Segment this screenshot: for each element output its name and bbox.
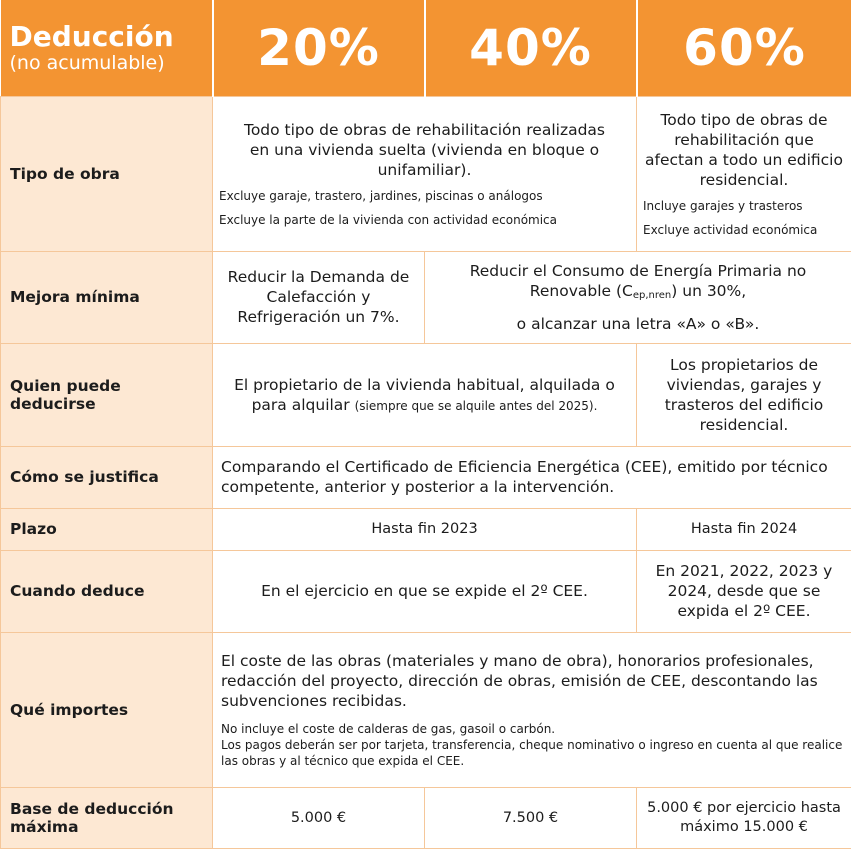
label-plazo: Plazo bbox=[1, 508, 213, 550]
row-plazo bbox=[1, 508, 851, 550]
row-como-se-justifica bbox=[1, 446, 851, 508]
importes-text: El coste de las obras (materiales y mano de obra), honorarios profesionales, redacción del proyecto, dirección de obras, emisión de CEE, descontando las subvenciones recibidas. bbox=[221, 651, 818, 710]
cuando-60-text: En 2021, 2022, 2023 y 2024, desde que se expida el 2º CEE. bbox=[637, 550, 851, 632]
tipo-20-40-text: Todo tipo de obras de rehabilitación realizadas en una vivienda suelta (vivienda en bloque o unifamiliar). bbox=[243, 120, 605, 179]
importes-note-1: No incluye el coste de calderas de gas, gasoil o carbón. bbox=[221, 721, 556, 736]
tipo-60-text: Todo tipo de obras de rehabilitación que afectan a todo un edificio residencial. bbox=[645, 110, 843, 189]
plazo-60-text: Hasta fin 2024 bbox=[637, 508, 851, 550]
tipo-20-40-note-2: Excluye la parte de la vivienda con actividad económica bbox=[219, 212, 558, 227]
mejora-40-60-text-b: ) un 30%, bbox=[671, 281, 747, 300]
quien-60-text: Los propietarios de viviendas, garajes y trasteros del edificio residencial. bbox=[637, 343, 851, 446]
header-60-percent: 60% bbox=[637, 0, 851, 96]
label-como-se-justifica: Cómo se justifica bbox=[1, 446, 213, 508]
base-60-text: 5.000 € por ejercicio hasta máximo 15.000 € bbox=[637, 787, 851, 848]
row-cuando-deduce bbox=[1, 550, 851, 632]
header-20-percent: 20% bbox=[213, 0, 425, 96]
header-40-percent: 40% bbox=[425, 0, 637, 96]
tipo-20-40-cell bbox=[213, 96, 637, 251]
importes-cell bbox=[213, 632, 851, 787]
quien-20-40-text: El propietario de la vivienda habitual, alquilada o para alquilar bbox=[234, 375, 615, 414]
importes-note-2: Los pagos deberán ser por tarjeta, transferencia, cheque nominativo o ingreso en cuenta al que realice las obras y al técnico que expida el CEE. bbox=[221, 737, 843, 768]
label-base-de-deduccion: Base de deducción máxima bbox=[1, 787, 213, 848]
row-tipo-de-obra bbox=[1, 96, 851, 251]
header-row bbox=[1, 0, 851, 96]
label-que-importes: Qué importes bbox=[1, 632, 213, 787]
row-base-de-deduccion bbox=[1, 787, 851, 848]
row-mejora-minima bbox=[1, 251, 851, 343]
mejora-20-text: Reducir la Demanda de Calefacción y Refrigeración un 7%. bbox=[213, 251, 425, 343]
tipo-60-note-2: Excluye actividad económica bbox=[643, 222, 818, 237]
header-subtitle: (no acumulable) bbox=[9, 51, 165, 74]
mejora-40-60-cell bbox=[425, 251, 851, 343]
tipo-60-note-1: Incluye garajes y trasteros bbox=[643, 198, 803, 213]
cuando-20-40-text: En el ejercicio en que se expide el 2º CEE. bbox=[213, 550, 637, 632]
label-mejora-minima: Mejora mínima bbox=[1, 251, 213, 343]
base-20-text: 5.000 € bbox=[213, 787, 425, 848]
label-cuando-deduce: Cuando deduce bbox=[1, 550, 213, 632]
base-40-text: 7.500 € bbox=[425, 787, 637, 848]
row-quien-puede-deducirse bbox=[1, 343, 851, 446]
tipo-20-40-note-1: Excluye garaje, trastero, jardines, piscinas o análogos bbox=[219, 188, 543, 203]
label-quien-puede-deducirse: Quien puede deducirse bbox=[1, 343, 213, 446]
tipo-60-cell bbox=[637, 96, 851, 251]
mejora-40-60-text-c: o alcanzar una letra «A» o «B». bbox=[516, 314, 760, 333]
mejora-40-60-subscript: ep,nren bbox=[632, 289, 672, 301]
header-title: Deducción bbox=[9, 19, 174, 53]
header-lead-cell bbox=[1, 0, 213, 96]
mejora-40-60-text-a: Reducir el Consumo de Energía Primaria no Renovable (C bbox=[469, 261, 807, 300]
plazo-20-40-text: Hasta fin 2023 bbox=[213, 508, 637, 550]
label-tipo-de-obra: Tipo de obra bbox=[1, 96, 213, 251]
quien-20-40-small-text: (siempre que se alquile antes del 2025). bbox=[354, 398, 598, 413]
justifica-text: Comparando el Certificado de Eficiencia Energética (CEE), emitido por técnico competente, anterior y posterior a la intervención. bbox=[213, 446, 851, 508]
row-que-importes bbox=[1, 632, 851, 787]
quien-20-40-cell bbox=[213, 343, 637, 446]
